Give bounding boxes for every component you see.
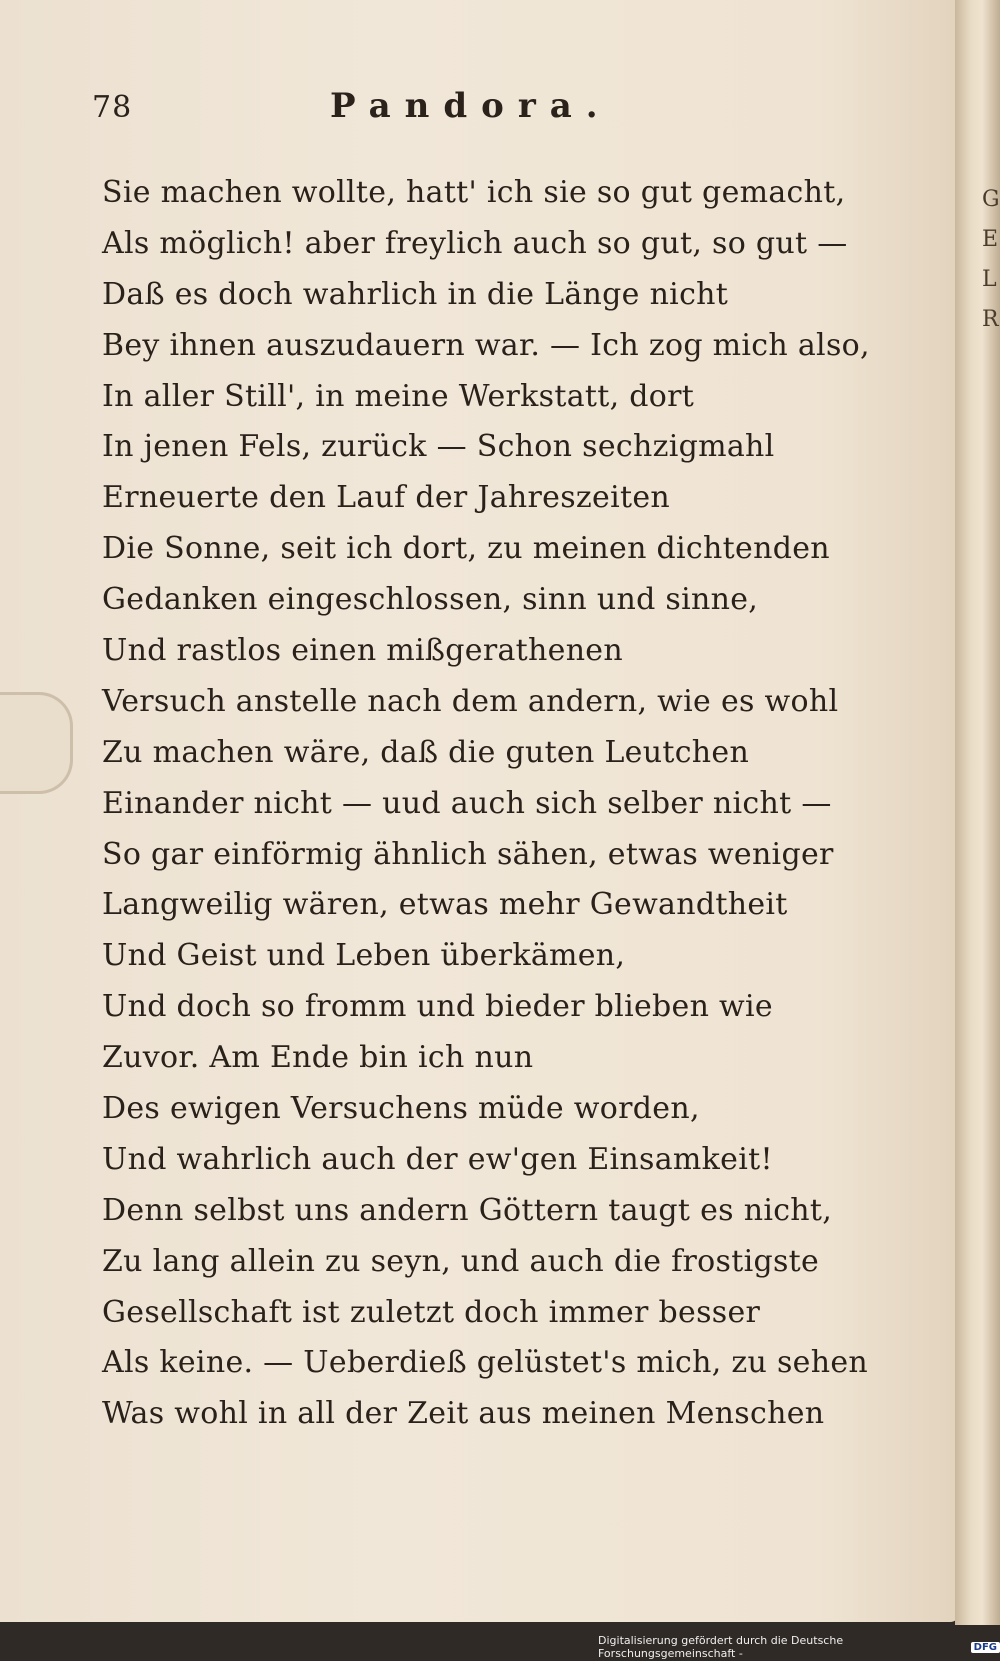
text-line: Zuvor. Am Ende bin ich nun	[102, 1040, 534, 1076]
text-line: Daß es doch wahrlich in die Länge nicht	[102, 276, 729, 312]
text-line: Und doch so fromm und bieder blieben wie	[102, 989, 773, 1025]
text-line: Gedanken eingeschlossen, sinn und sinne,	[102, 582, 759, 618]
page-number: 78	[92, 90, 133, 125]
text-line: Sie machen wollte, hatt' ich sie so gut gemacht,	[102, 175, 846, 210]
text-line: Zu lang allein zu seyn, und auch die frostigste	[102, 1243, 820, 1279]
text-line: Die Sonne, seit ich dort, zu meinen dichtenden	[102, 531, 830, 567]
next-page-marks: G E L R	[982, 187, 1000, 332]
text-line: Einander nicht — uud auch sich selber nicht —	[102, 785, 832, 821]
dfg-logo: DFG	[971, 1642, 1000, 1653]
text-line: In aller Still', in meine Werkstatt, dort	[102, 378, 695, 414]
text-line: Und rastlos einen mißgerathenen	[102, 633, 623, 669]
page-tab-mark	[0, 692, 73, 794]
text-line: Zu machen wäre, daß die guten Leutchen	[102, 734, 750, 770]
running-title: Pandora.	[330, 86, 612, 126]
text-line: So gar einförmig ähnlich sähen, etwas weniger	[102, 836, 834, 872]
text-line: Als keine. — Ueberdieß gelüstet's mich, zu sehen	[102, 1345, 869, 1381]
text-line: Erneuerte den Lauf der Jahreszeiten	[102, 480, 671, 516]
text-line: Als möglich! aber freylich auch so gut, so gut —	[102, 225, 848, 261]
text-line: Und wahrlich auch der ew'gen Einsamkeit!	[102, 1141, 773, 1177]
text-line: In jenen Fels, zurück — Schon sechzigmahl	[102, 429, 775, 465]
credit-text: Digitalisierung gefördert durch die Deutsche Forschungsgemeinschaft -	[598, 1634, 844, 1660]
text-line: Versuch anstelle nach dem andern, wie es wohl	[102, 683, 839, 719]
text-line: Denn selbst uns andern Göttern taugt es nicht,	[102, 1192, 833, 1228]
page-header	[92, 86, 712, 130]
text-line: Langweilig wären, etwas mehr Gewandtheit	[102, 887, 788, 923]
poem-text	[102, 168, 922, 1440]
text-line: Was wohl in all der Zeit aus meinen Menschen	[102, 1396, 825, 1432]
digitization-credit	[598, 1634, 1000, 1660]
text-line: Des ewigen Versuchens müde worden,	[102, 1091, 700, 1127]
text-line: Und Geist und Leben überkämen,	[102, 938, 626, 974]
text-line: Gesellschaft ist zuletzt doch immer besser	[102, 1294, 761, 1330]
text-line: Bey ihnen auszudauern war. — Ich zog mich also,	[102, 327, 870, 363]
